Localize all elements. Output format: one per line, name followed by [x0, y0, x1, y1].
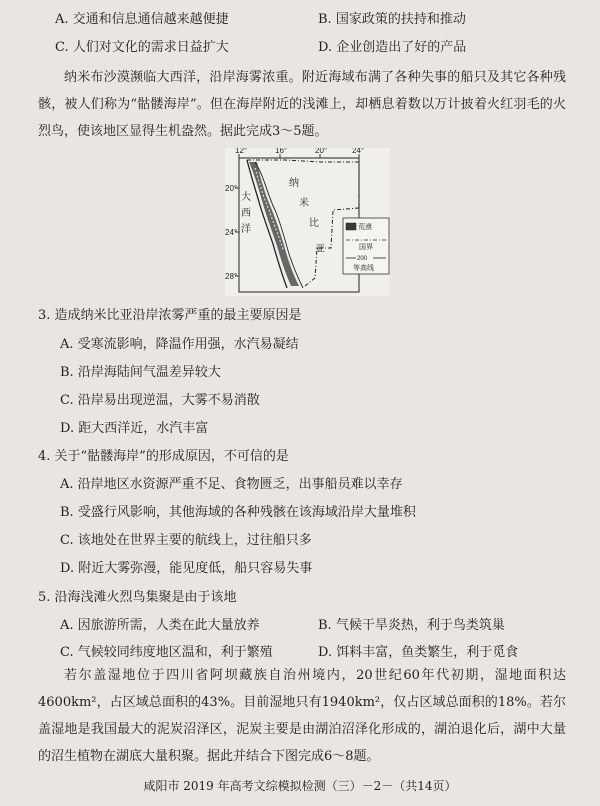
q-prev-option-c: C. 人们对文化的需求日益扩大	[55, 40, 229, 55]
country-label-1: 纳	[289, 178, 299, 189]
q4-option-d: D. 附近大雾弥漫，能见度低，船只容易失事	[60, 561, 313, 576]
q3-option-d: D. 距大西洋近，水汽丰富	[60, 421, 209, 436]
wetland-intro-paragraph: 若尔盖湿地位于四川省阿坝藏族自治州境内，20世纪60年代初期，湿地面积达4600km²，占区域总面积的43%。目前湿地只有1940km²，仅占区域总面积的18%。若尔盖湿地是我国最大的泥炭沼泽区，泥炭主要是由湖泊沼泽化形成的，湖泊退化后，湖中大量的沼生植物在湖底大量积聚。据此并结合下图完成6～8题。	[38, 668, 566, 764]
q5-option-d: D. 饵料丰富，鱼类繁生，利于觅食	[318, 645, 519, 660]
q3-option-b: B. 沿岸海陆间气温差异较大	[60, 365, 221, 380]
lon-label-24: 24°	[352, 148, 365, 155]
namibia-map	[225, 148, 390, 296]
map-legend	[343, 218, 389, 274]
lat-label-28: 28°	[225, 272, 238, 281]
q5-option-c: C. 气候较同纬度地区温和，利于繁殖	[60, 645, 273, 660]
namibia-intro-paragraph: 纳米布沙漠濒临大西洋，沿岸海雾浓重。附近海域布满了各种失事的船只及其它各种残骸，被人们称为“骷髅海岸”。但在海岸附近的浅滩上，却栖息着数以万计披着火红羽毛的火烈鸟，使该地区显得生机盎然。据此完成3～5题。	[38, 70, 566, 139]
page-footer: 咸阳市 2019 年高考文综模拟检测（三）－2－（共14页）	[143, 779, 457, 793]
lat-label-24: 24°	[225, 228, 238, 237]
lon-label-16: 16°	[275, 148, 288, 155]
q5-option-b: B. 气候干旱炎热，利于鸟类筑巢	[318, 618, 505, 633]
ocean-label-3: 洋	[241, 224, 251, 235]
lat-label-20: 20°	[225, 184, 238, 193]
ocean-label-2: 西	[241, 208, 251, 219]
q5-option-a: A. 因旅游所需，人类在此大量放养	[60, 618, 260, 633]
q4-option-c: C. 该地处在世界主要的航线上，过往船只多	[60, 533, 312, 548]
country-label-3: 比	[309, 218, 319, 229]
q5-stem: 5. 沿海浅滩火烈鸟集聚是由于该地	[38, 590, 237, 605]
lon-label-12: 12°	[235, 148, 248, 155]
country-label-4: 亚	[315, 244, 325, 255]
country-label-2: 米	[299, 198, 309, 209]
q4-option-b: B. 受盛行风影响，其他海域的各种残骸在该海域沿岸大量堆积	[60, 505, 416, 520]
ocean-label-1: 大	[241, 192, 251, 203]
q3-option-c: C. 沿岸易出现逆温，大雾不易消散	[60, 393, 260, 408]
q4-stem: 4. 关于“骷髅海岸”的形成原因，不可信的是	[38, 449, 289, 464]
lon-label-20: 20°	[315, 148, 328, 155]
legend-contour-label: 等高线	[353, 264, 374, 272]
q-prev-option-b: B. 国家政策的扶持和推动	[318, 12, 466, 27]
legend-desert-swatch	[346, 223, 356, 230]
q-prev-option-a: A. 交通和信息通信越来越便捷	[55, 12, 229, 27]
q-prev-option-d: D. 企业创造出了好的产品	[318, 40, 467, 55]
legend-desert-label: 荒漠	[358, 223, 372, 231]
q3-stem: 3. 造成纳米比亚沿岸浓雾严重的最主要原因是	[38, 308, 302, 323]
legend-border-label: 国界	[359, 243, 373, 251]
q3-option-a: A. 受寒流影响，降温作用强，水汽易凝结	[60, 337, 299, 352]
legend-contour-value: 200	[357, 256, 368, 262]
q4-option-a: A. 沿岸地区水资源严重不足、食物匮乏，出事船员难以幸存	[60, 477, 403, 492]
